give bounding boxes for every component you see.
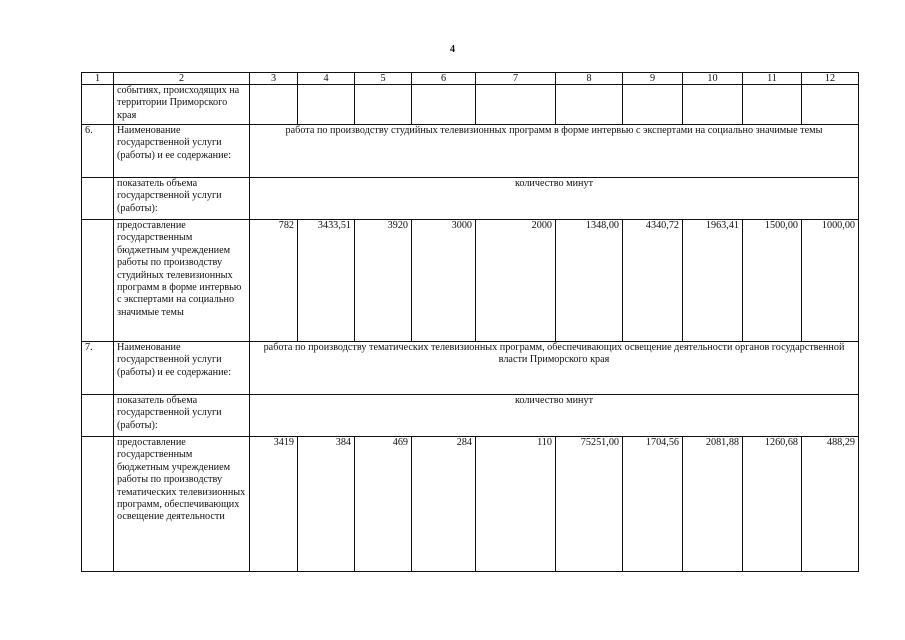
section6-value-col9: 4340,72	[623, 220, 683, 342]
col-number-7: 7	[476, 73, 556, 85]
col-number-4: 4	[298, 73, 355, 85]
section7-name-label: Наименование государственной услуги (работы) и ее содержание:	[114, 342, 250, 395]
section7-value-col12: 488,29	[802, 437, 859, 572]
section7-name-value: работа по производству тематических телевизионных программ, обеспечивающих освещение деятельности органов государственной власти Приморского края	[250, 342, 859, 395]
section6-value-col7: 2000	[476, 220, 556, 342]
section7-value-col7: 110	[476, 437, 556, 572]
section7-value-col4: 384	[298, 437, 355, 572]
section7-name-row	[82, 342, 859, 395]
section6-value-col3: 782	[250, 220, 298, 342]
section6-value-col10: 1963,41	[683, 220, 743, 342]
col-number-10: 10	[683, 73, 743, 85]
section6-number: 6.	[82, 125, 114, 178]
plan-table	[81, 72, 859, 572]
col-number-5: 5	[355, 73, 412, 85]
section7-indicator-row	[82, 395, 859, 437]
section7-indicator-value: количество минут	[250, 395, 859, 437]
section7-value-col11: 1260,68	[743, 437, 802, 572]
section6-value-col12: 1000,00	[802, 220, 859, 342]
section7-value-col9: 1704,56	[623, 437, 683, 572]
section6-value-col6: 3000	[412, 220, 476, 342]
continued-label: событиях, происходящих на территории Приморского края	[114, 85, 250, 125]
continued-row	[82, 85, 859, 125]
section6-name-label: Наименование государственной услуги (работы) и ее содержание:	[114, 125, 250, 178]
section7-number: 7.	[82, 342, 114, 395]
section7-value-col5: 469	[355, 437, 412, 572]
section6-provision-label: предоставление государственным бюджетным учреждением работы по производству студийных телевизионных программ в форме интервью с экспертами на социально значимые темы	[114, 220, 250, 342]
col-number-3: 3	[250, 73, 298, 85]
col-number-11: 11	[743, 73, 802, 85]
section6-indicator-row	[82, 178, 859, 220]
col-number-12: 12	[802, 73, 859, 85]
col-number-6: 6	[412, 73, 476, 85]
section6-indicator-value: количество минут	[250, 178, 859, 220]
col-number-1: 1	[82, 73, 114, 85]
section6-name-row	[82, 125, 859, 178]
section7-values-row	[82, 437, 859, 572]
page-number: 4	[450, 44, 455, 55]
section7-value-col6: 284	[412, 437, 476, 572]
section6-value-col11: 1500,00	[743, 220, 802, 342]
section7-value-col3: 3419	[250, 437, 298, 572]
section6-value-col5: 3920	[355, 220, 412, 342]
section7-provision-label: предоставление государственным бюджетным учреждением работы по производству тематических телевизионных программ, обеспечивающих освещение деятельности	[114, 437, 250, 572]
section6-value-col8: 1348,00	[556, 220, 623, 342]
section6-name-value: работа по производству студийных телевизионных программ в форме интервью с экспертами на социально значимые темы	[250, 125, 859, 178]
section6-indicator-label: показатель объема государственной услуги (работы):	[114, 178, 250, 220]
section6-value-col4: 3433,51	[298, 220, 355, 342]
col-number-8: 8	[556, 73, 623, 85]
col-number-9: 9	[623, 73, 683, 85]
section6-values-row	[82, 220, 859, 342]
section7-value-col10: 2081,88	[683, 437, 743, 572]
section7-value-col8: 75251,00	[556, 437, 623, 572]
col-number-2: 2	[114, 73, 250, 85]
column-number-row	[82, 73, 859, 85]
section7-indicator-label: показатель объема государственной услуги (работы):	[114, 395, 250, 437]
